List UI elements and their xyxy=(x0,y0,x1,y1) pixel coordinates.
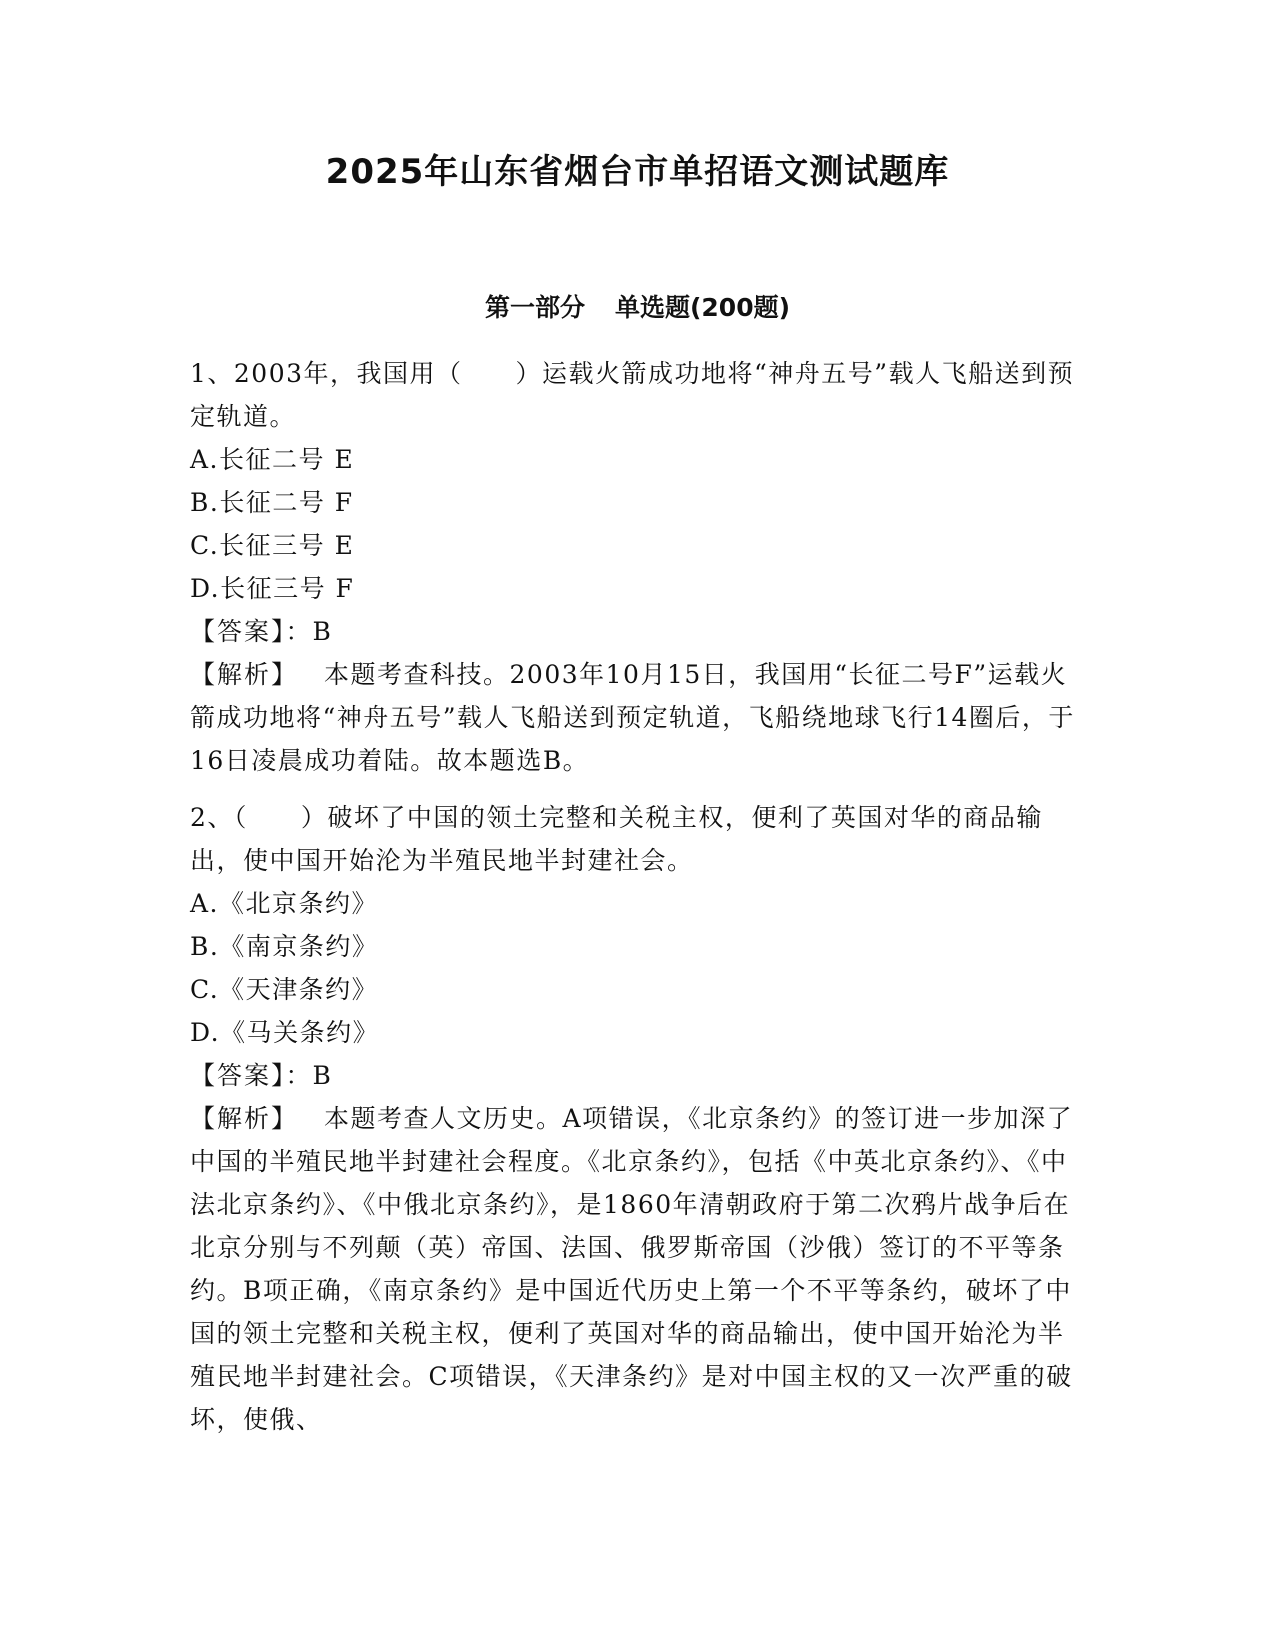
answer-value: B xyxy=(312,1061,333,1090)
answer-line xyxy=(190,1054,1090,1097)
option-c: C.《天津条约》 xyxy=(190,975,379,1004)
section-name: 单选题(200题) xyxy=(614,293,791,322)
question-stem: 2、（ ）破坏了中国的领土完整和关税主权，便利了英国对华的商品输出，使中国开始沦为半殖民地半封建社会。 xyxy=(190,803,1043,875)
option-b: B.《南京条约》 xyxy=(190,932,379,961)
option-b: B.长征二号 F xyxy=(190,488,354,517)
analysis-label: 【解析】 xyxy=(190,1104,299,1133)
question-item-2 xyxy=(190,796,1090,1441)
analysis-block xyxy=(190,653,1090,782)
answer-line xyxy=(190,610,1090,653)
section-heading xyxy=(0,290,1275,326)
document-title: 2025年山东省烟台市单招语文测试题库 xyxy=(325,152,950,192)
analysis-label: 【解析】 xyxy=(190,660,299,689)
option-c: C.长征三号 E xyxy=(190,531,355,560)
answer-label: 【答案】： xyxy=(190,1061,313,1090)
analysis-block xyxy=(190,1097,1090,1441)
section-part: 第一部分 xyxy=(484,293,585,322)
answer-label: 【答案】： xyxy=(190,617,313,646)
question-item-1 xyxy=(190,352,1090,782)
analysis-text: 本题考查科技。2003年10月15日，我国用“长征二号F”运载火箭成功地将“神舟五号”载人飞船送到预定轨道，飞船绕地球飞行14圈后，于16日凌晨成功着陆。故本题选B。 xyxy=(190,660,1075,775)
option-d: D.《马关条约》 xyxy=(190,1018,380,1047)
question-list xyxy=(190,352,1090,1455)
option-a: A.《北京条约》 xyxy=(190,889,379,918)
analysis-text: 本题考查人文历史。A项错误，《北京条约》的签订进一步加深了中国的半殖民地半封建社会程度。《北京条约》，包括《中英北京条约》、《中法北京条约》、《中俄北京条约》，是1860年清朝政府于第二次鸦片战争后在北京分别与不列颠（英）帝国、法国、俄罗斯帝国（沙俄）签订的不平等条约。B项正确，《南京条约》是中国近代历史上第一个不平等条约，破坏了中国的领土完整和关税主权，便利了英国对华的商品输出，使中国开始沦为半殖民地半封建社会。C项错误，《天津条约》是对中国主权的又一次严重的破坏，使俄、 xyxy=(190,1104,1074,1434)
question-stem: 1、2003年，我国用（ ）运载火箭成功地将“神舟五号”载人飞船送到预定轨道。 xyxy=(190,359,1075,431)
option-a: A.长征二号 E xyxy=(190,445,355,474)
answer-value: B xyxy=(312,617,333,646)
option-d: D.长征三号 F xyxy=(190,574,355,603)
